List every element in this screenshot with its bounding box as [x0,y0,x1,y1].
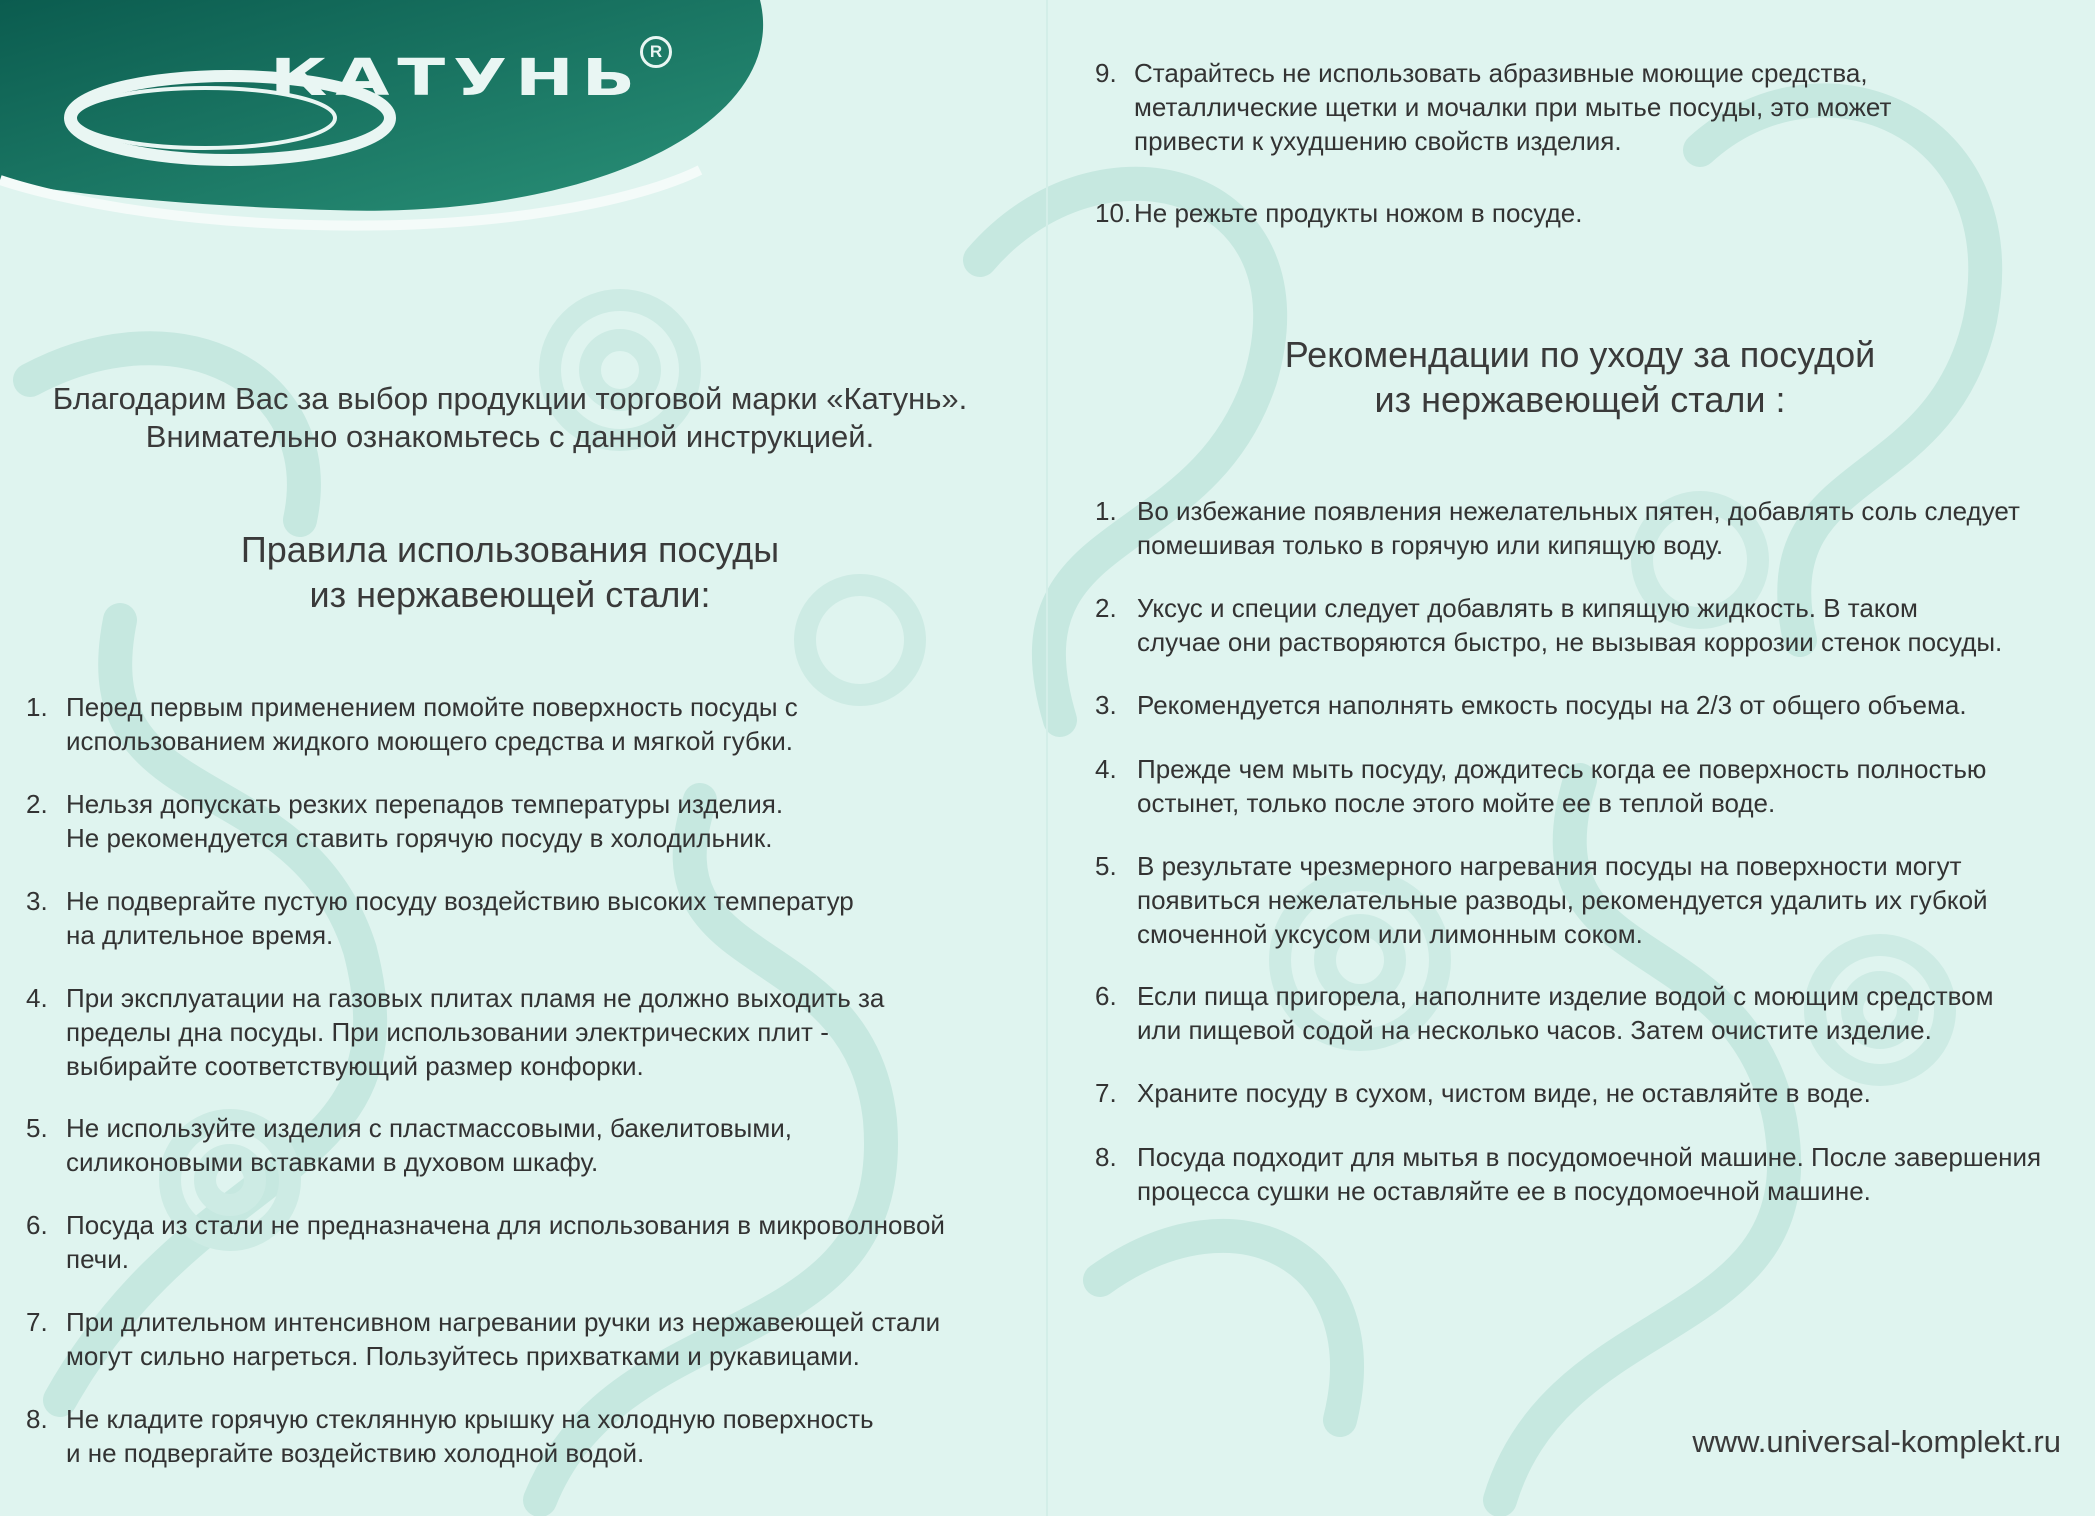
list-item [26,1305,1016,1373]
heading-line: из нержавеющей стали: [309,574,711,615]
list-item [1095,849,2070,951]
list-item-number: 9. [1095,58,1117,88]
list-item-text: смоченной уксусом или лимонным соком. [1137,919,1643,949]
list-item-number: 7. [26,1307,48,1337]
list-item-text: появиться нежелательные разводы, рекомендуется удалить их губкой [1137,885,1988,915]
list-item-number: 3. [1095,690,1117,720]
list-item-text: процесса сушки не оставляйте ее в посудомоечной машине. [1137,1176,1871,1206]
list-item-number: 10. [1095,198,1132,228]
list-item-number: 6. [26,1210,48,1240]
list-item-number: 8. [26,1404,48,1434]
list-item-number: 4. [1095,754,1117,784]
list-item [26,1111,1016,1179]
list-item-text: выбирайте соответствующий размер конфорки. [66,1051,644,1081]
list-item-text: Во избежание появления нежелательных пятен, добавлять соль следует [1137,496,2020,526]
brand-logo-text: КАТУНЬ [270,48,644,108]
list-item-number: 6. [1095,981,1117,1011]
intro-text [0,380,1020,456]
intro-line: Внимательно ознакомьтесь с данной инструкцией. [145,419,875,454]
list-item-text: Не кладите горячую стеклянную крышку на холодную поверхность [66,1404,874,1434]
list-item-text: помешивая только в горячую или кипящую воду. [1137,530,1724,560]
registered-trademark-icon: R [640,36,672,68]
list-item-text: Храните посуду в сухом, чистом виде, не оставляйте в воде. [1137,1078,1871,1108]
list-item-text: При длительном интенсивном нагревании ручки из нержавеющей стали [66,1307,941,1337]
heading-line: из нержавеющей стали : [1374,379,1786,420]
list-item-text: или пищевой содой на несколько часов. Затем очистите изделие. [1137,1015,1932,1045]
list-item-text: могут сильно нагреться. Пользуйтесь прихватками и рукавицами. [66,1341,860,1371]
heading-line: Правила использования посуды [240,529,780,570]
care-heading [1060,332,2095,422]
list-item [26,884,1016,952]
list-item-text: печи. [66,1244,129,1274]
list-item-number: 5. [26,1113,48,1143]
intro-line: Благодарим Вас за выбор продукции торговой марки «Катунь». [52,381,968,416]
list-item [26,787,1016,855]
list-item-text: на длительное время. [66,920,334,950]
list-item-number: 7. [1095,1078,1117,1108]
list-item [1095,1140,2070,1208]
list-item [1095,979,2070,1047]
list-item-text: Не рекомендуется ставить горячую посуду в холодильник. [66,823,773,853]
heading-line: Рекомендации по уходу за посудой [1284,334,1876,375]
list-item-text: Не режьте продукты ножом в посуде. [1134,198,1583,228]
list-item [26,690,1016,758]
list-item [26,1208,1016,1276]
list-item-text: Старайтесь не использовать абразивные моющие средства, [1134,58,1868,88]
list-item-text: Не подвергайте пустую посуду воздействию высоких температур [66,886,854,916]
list-item [1095,494,2070,562]
list-item-text: Если пища пригорела, наполните изделие водой с моющим средством [1137,981,1994,1011]
list-item-text: В результате чрезмерного нагревания посуды на поверхности могут [1137,851,1962,881]
list-item-text: Посуда из стали не предназначена для использования в микроволновой [66,1210,945,1240]
list-item-text: Прежде чем мыть посуду, дождитесь когда ее поверхность полностью [1137,754,1987,784]
list-item [1095,752,2070,820]
list-item-number: 8. [1095,1142,1117,1172]
list-item [1095,196,2075,230]
list-item-text: При эксплуатации на газовых плитах пламя не должно выходить за [66,983,885,1013]
list-item [1095,591,2070,659]
list-item-number: 1. [1095,496,1117,526]
list-item [1095,688,2070,722]
list-item-number: 3. [26,886,48,916]
list-item-text: металлические щетки и мочалки при мытье посуды, это может [1134,92,1892,122]
list-item-text: использованием жидкого моющего средства и мягкой губки. [66,726,793,756]
list-item-text: остынет, только после этого мойте ее в теплой воде. [1137,788,1776,818]
list-item-number: 1. [26,692,48,722]
list-item-number: 5. [1095,851,1117,881]
list-item-text: силиконовыми вставками в духовом шкафу. [66,1147,599,1177]
list-item-text: Уксус и специи следует добавлять в кипящую жидкость. В таком [1137,593,1918,623]
list-item-text: Перед первым применением помойте поверхность посуды с [66,692,798,722]
list-item-number: 2. [1095,593,1117,623]
list-item-text: Не используйте изделия с пластмассовыми, бакелитовыми, [66,1113,792,1143]
list-item-text: пределы дна посуды. При использовании электрических плит - [66,1017,829,1047]
list-item [26,1402,1016,1470]
list-item-text: Рекомендуется наполнять емкость посуды на 2/3 от общего объема. [1137,690,1967,720]
list-item-text: случае они растворяются быстро, не вызывая коррозии стенок посуды. [1137,627,2003,657]
list-item [26,981,1016,1083]
rules-heading [0,527,1020,617]
list-item [1095,56,2075,158]
list-item-number: 2. [26,789,48,819]
list-item-text: Нельзя допускать резких перепадов температуры изделия. [66,789,784,819]
list-item-text: и не подвергайте воздействию холодной водой. [66,1438,645,1468]
list-item-text: Посуда подходит для мытья в посудомоечной машине. После завершения [1137,1142,2042,1172]
list-item-text: привести к ухудшению свойств изделия. [1134,126,1622,156]
website-url: www.universal-komplekt.ru [1692,1424,2061,1459]
list-item-number: 4. [26,983,48,1013]
list-item [1095,1076,2070,1110]
